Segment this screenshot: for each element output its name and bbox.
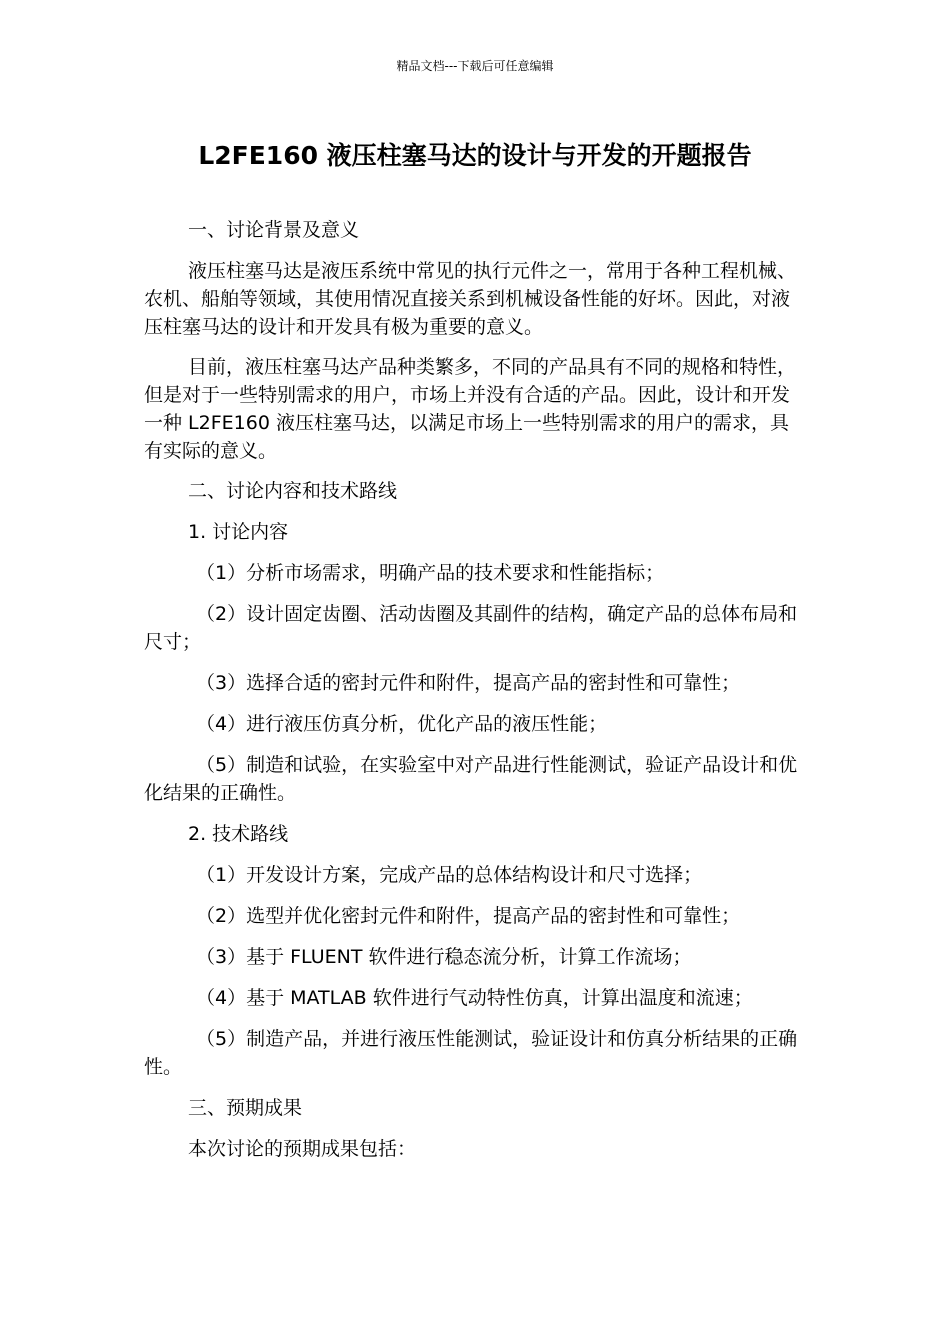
route-item: （4）基于 MATLAB 软件进行气动特性仿真，计算出温度和流速； [196, 987, 753, 1009]
document-title: L2FE160 液压柱塞马达的设计与开发的开题报告 [198, 141, 752, 170]
paragraph-background-2: 目前，液压柱塞马达产品种类繁多，不同的产品具有不同的规格和特性，但是对于一些特别需求的用户，市场上并没有合适的产品。因此，设计和开发一种 L2FE160 液压柱塞马达，以满足市场上一些特别需求的用户的需求，具有实际的意义。 [144, 356, 797, 462]
section-heading-expected-results: 三、预期成果 [188, 1097, 303, 1119]
content-item: （3）选择合适的密封元件和附件，提高产品的密封性和可靠性； [196, 672, 741, 694]
route-item: （1）开发设计方案，完成产品的总体结构设计和尺寸选择； [196, 864, 703, 886]
section-heading-background: 一、讨论背景及意义 [188, 219, 360, 241]
paragraph-expected-results: 本次讨论的预期成果包括： [188, 1138, 417, 1160]
route-item: （5）制造产品，并进行液压性能测试，验证设计和仿真分析结果的正确性。 [144, 1028, 798, 1078]
header-note: 精品文档---下载后可任意编辑 [396, 59, 554, 73]
route-item: （3）基于 FLUENT 软件进行稳态流分析，计算工作流场； [196, 946, 692, 968]
document-body [144, 216, 806, 1175]
subheading-technical-route: 2. 技术路线 [188, 823, 289, 845]
section-heading-content-route: 二、讨论内容和技术路线 [188, 480, 398, 502]
content-item: （5）制造和试验，在实验室中对产品进行性能测试，验证产品设计和优化结果的正确性。 [144, 754, 798, 804]
paragraph-background-1: 液压柱塞马达是液压系统中常见的执行元件之一，常用于各种工程机械、农机、船舶等领域，其使用情况直接关系到机械设备性能的好坏。因此，对液压柱塞马达的设计和开发具有极为重要的意义。 [144, 260, 797, 338]
content-item: （1）分析市场需求，明确产品的技术要求和性能指标； [196, 562, 665, 584]
content-item: （4）进行液压仿真分析，优化产品的液压性能； [196, 713, 608, 735]
content-item: （2）设计固定齿圈、活动齿圈及其副件的结构，确定产品的总体布局和尺寸； [144, 603, 798, 653]
route-item: （2）选型并优化密封元件和附件，提高产品的密封性和可靠性； [196, 905, 741, 927]
subheading-research-content: 1. 讨论内容 [188, 521, 289, 543]
